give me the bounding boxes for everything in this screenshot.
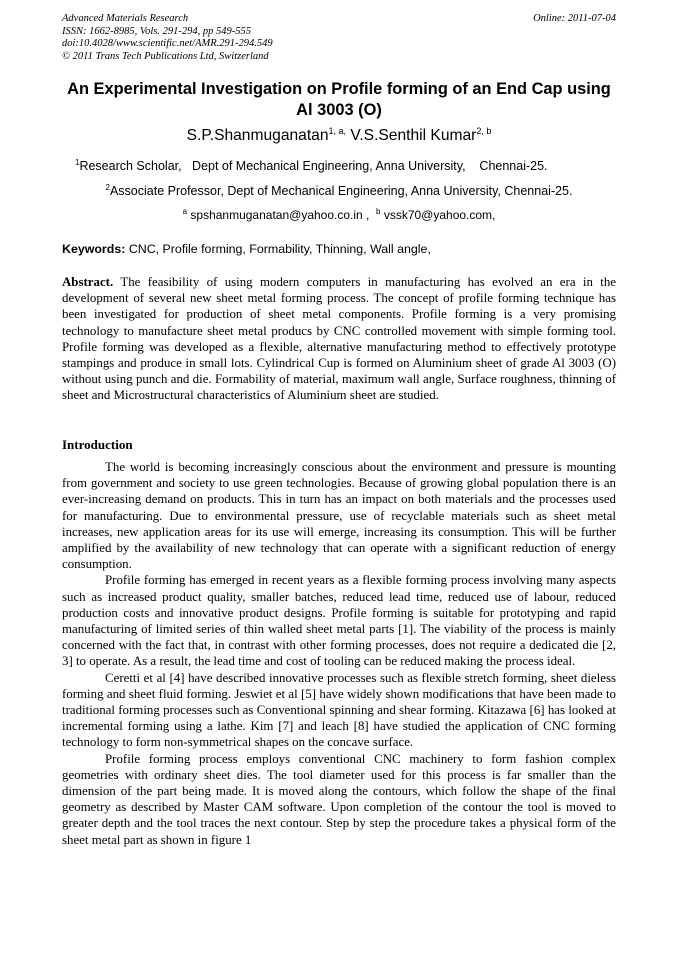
journal-header bbox=[62, 13, 616, 63]
author-2-superscript: 2, b bbox=[476, 126, 492, 136]
introduction-body bbox=[62, 459, 616, 848]
email-b-superscript: b bbox=[376, 207, 381, 216]
keywords bbox=[62, 241, 616, 257]
paper-title bbox=[62, 79, 616, 121]
journal-name: Advanced Materials Research bbox=[62, 13, 189, 24]
author-list bbox=[62, 126, 616, 146]
email-line bbox=[62, 207, 616, 223]
affiliation-2-text: Associate Professor, Dept of Mechanical Engineering, Anna University, Chennai-25. bbox=[109, 184, 573, 198]
email-a: spshanmuganatan@yahoo.co.in , bbox=[190, 208, 370, 222]
title-line-1: An Experimental Investigation on Profile forming of an End Cap using bbox=[67, 80, 611, 98]
title-line-2: Al 3003 (O) bbox=[296, 101, 382, 119]
author-2: V.S.Senthil Kumar bbox=[350, 127, 477, 144]
intro-paragraph-4: Profile forming process employs conventional CNC machinery to form fashion complex geometries with ordinary sheet dies. The tool diameter used for this process is far smaller than the dimension of the part being made. It is moved along the contours, which follow the shape of the final geometry as described by Master CAM software. Upon completion of the contour the tool is moved to greater depth and the tool traces the next contour. Step by step the procedure takes a physical form of the sheet metal part as shown in figure 1 bbox=[62, 751, 616, 847]
email-b: vssk70@yahoo.com, bbox=[383, 208, 496, 222]
affiliation-1-superscript: 1 bbox=[75, 158, 80, 167]
issn-line: ISSN: 1662-8985, Vols. 291-294, pp 549-555 bbox=[62, 25, 251, 37]
abstract-text: The feasibility of using modern computers in manufacturing has evolved an era in the development of several new sheet metal forming process. The concept of profile forming technique has been investigated for production of sheet metal components. Profile forming is a very promising technology to manufacture sheet metal producs by CNC controlled movement with simple forming tool. Profile forming was developed as a flexible, alternative manufacturing method to effectively prototype stampings and produce in small lots. Cylindrical Cup is formed on Aluminium sheet of grade Al 3003 (O) without using punch and die. Formability of material, maximum wall angle, Surface roughness, thinning of sheet and Microstructural characteristics of Aluminium sheet are studied. bbox=[62, 275, 616, 403]
keywords-text: CNC, Profile forming, Formability, Thinning, Wall angle, bbox=[128, 242, 431, 256]
online-date: Online: 2011-07-04 bbox=[533, 13, 616, 24]
author-1-superscript: 1, a, bbox=[328, 126, 347, 136]
author-1: S.P.Shanmuganatan bbox=[186, 127, 329, 144]
affiliation-1 bbox=[75, 158, 638, 174]
keywords-label: Keywords: bbox=[62, 242, 126, 256]
affiliation-2-superscript: 2 bbox=[105, 183, 110, 192]
abstract-label: Abstract. bbox=[62, 275, 114, 289]
intro-paragraph-3: Ceretti et al [4] have described innovative processes such as flexible stretch forming, sheet dieless forming and sheet fluid forming. Jeswiet et al [5] have widely shown modifications that have been made to traditional forming processes such as Conventional spinning and shear forming. Kitazawa [6] has looked at incremental forming using a lathe. Kim [7] and leach [8] have studied the application of CNC forming technology to form non-symmetrical shapes on the concave surface. bbox=[62, 670, 616, 750]
introduction-heading: Introduction bbox=[62, 437, 133, 452]
abstract bbox=[62, 274, 616, 404]
affiliation-1-text: Research Scholar, Dept of Mechanical Engineering, Anna University, Chennai-25. bbox=[79, 159, 548, 173]
doi-line: doi:10.4028/www.scientific.net/AMR.291-294.549 bbox=[62, 38, 273, 49]
intro-paragraph-1: The world is becoming increasingly conscious about the environment and pressure is mounting from government and society to use green technologies. Because of growing global population there is an ever-increasing demand on products. This in turn has an impact on both materials and the processes used for manufacturing. Due to environmental pressure, use of recyclable materials such as sheet metal increases, new application areas for its use will emerge, increasing its consumption. This will be further amplified by the availability of new technology that can operate with a significant reduction of energy consumption. bbox=[62, 460, 616, 572]
affiliation-2 bbox=[62, 183, 616, 199]
email-a-superscript: a bbox=[182, 207, 188, 216]
intro-paragraph-2: Profile forming has emerged in recent years as a flexible forming process involving many aspects such as increased product quality, smaller batches, reduced lead time, reduced use of labour, reduced production costs and innovative product designs. Profile forming is suitable for prototyping and rapid manufacturing of limited series of thin walled sheet metal parts [1]. The viability of the process is mainly concerned with the fact that, in contrast with other forming processes, does not require a dedicated die [2, 3] to operate. As a result, the lead time and cost of tooling can be reduced making the process ideal. bbox=[62, 573, 616, 669]
copyright-line: © 2011 Trans Tech Publications Ltd, Switzerland bbox=[62, 50, 269, 62]
